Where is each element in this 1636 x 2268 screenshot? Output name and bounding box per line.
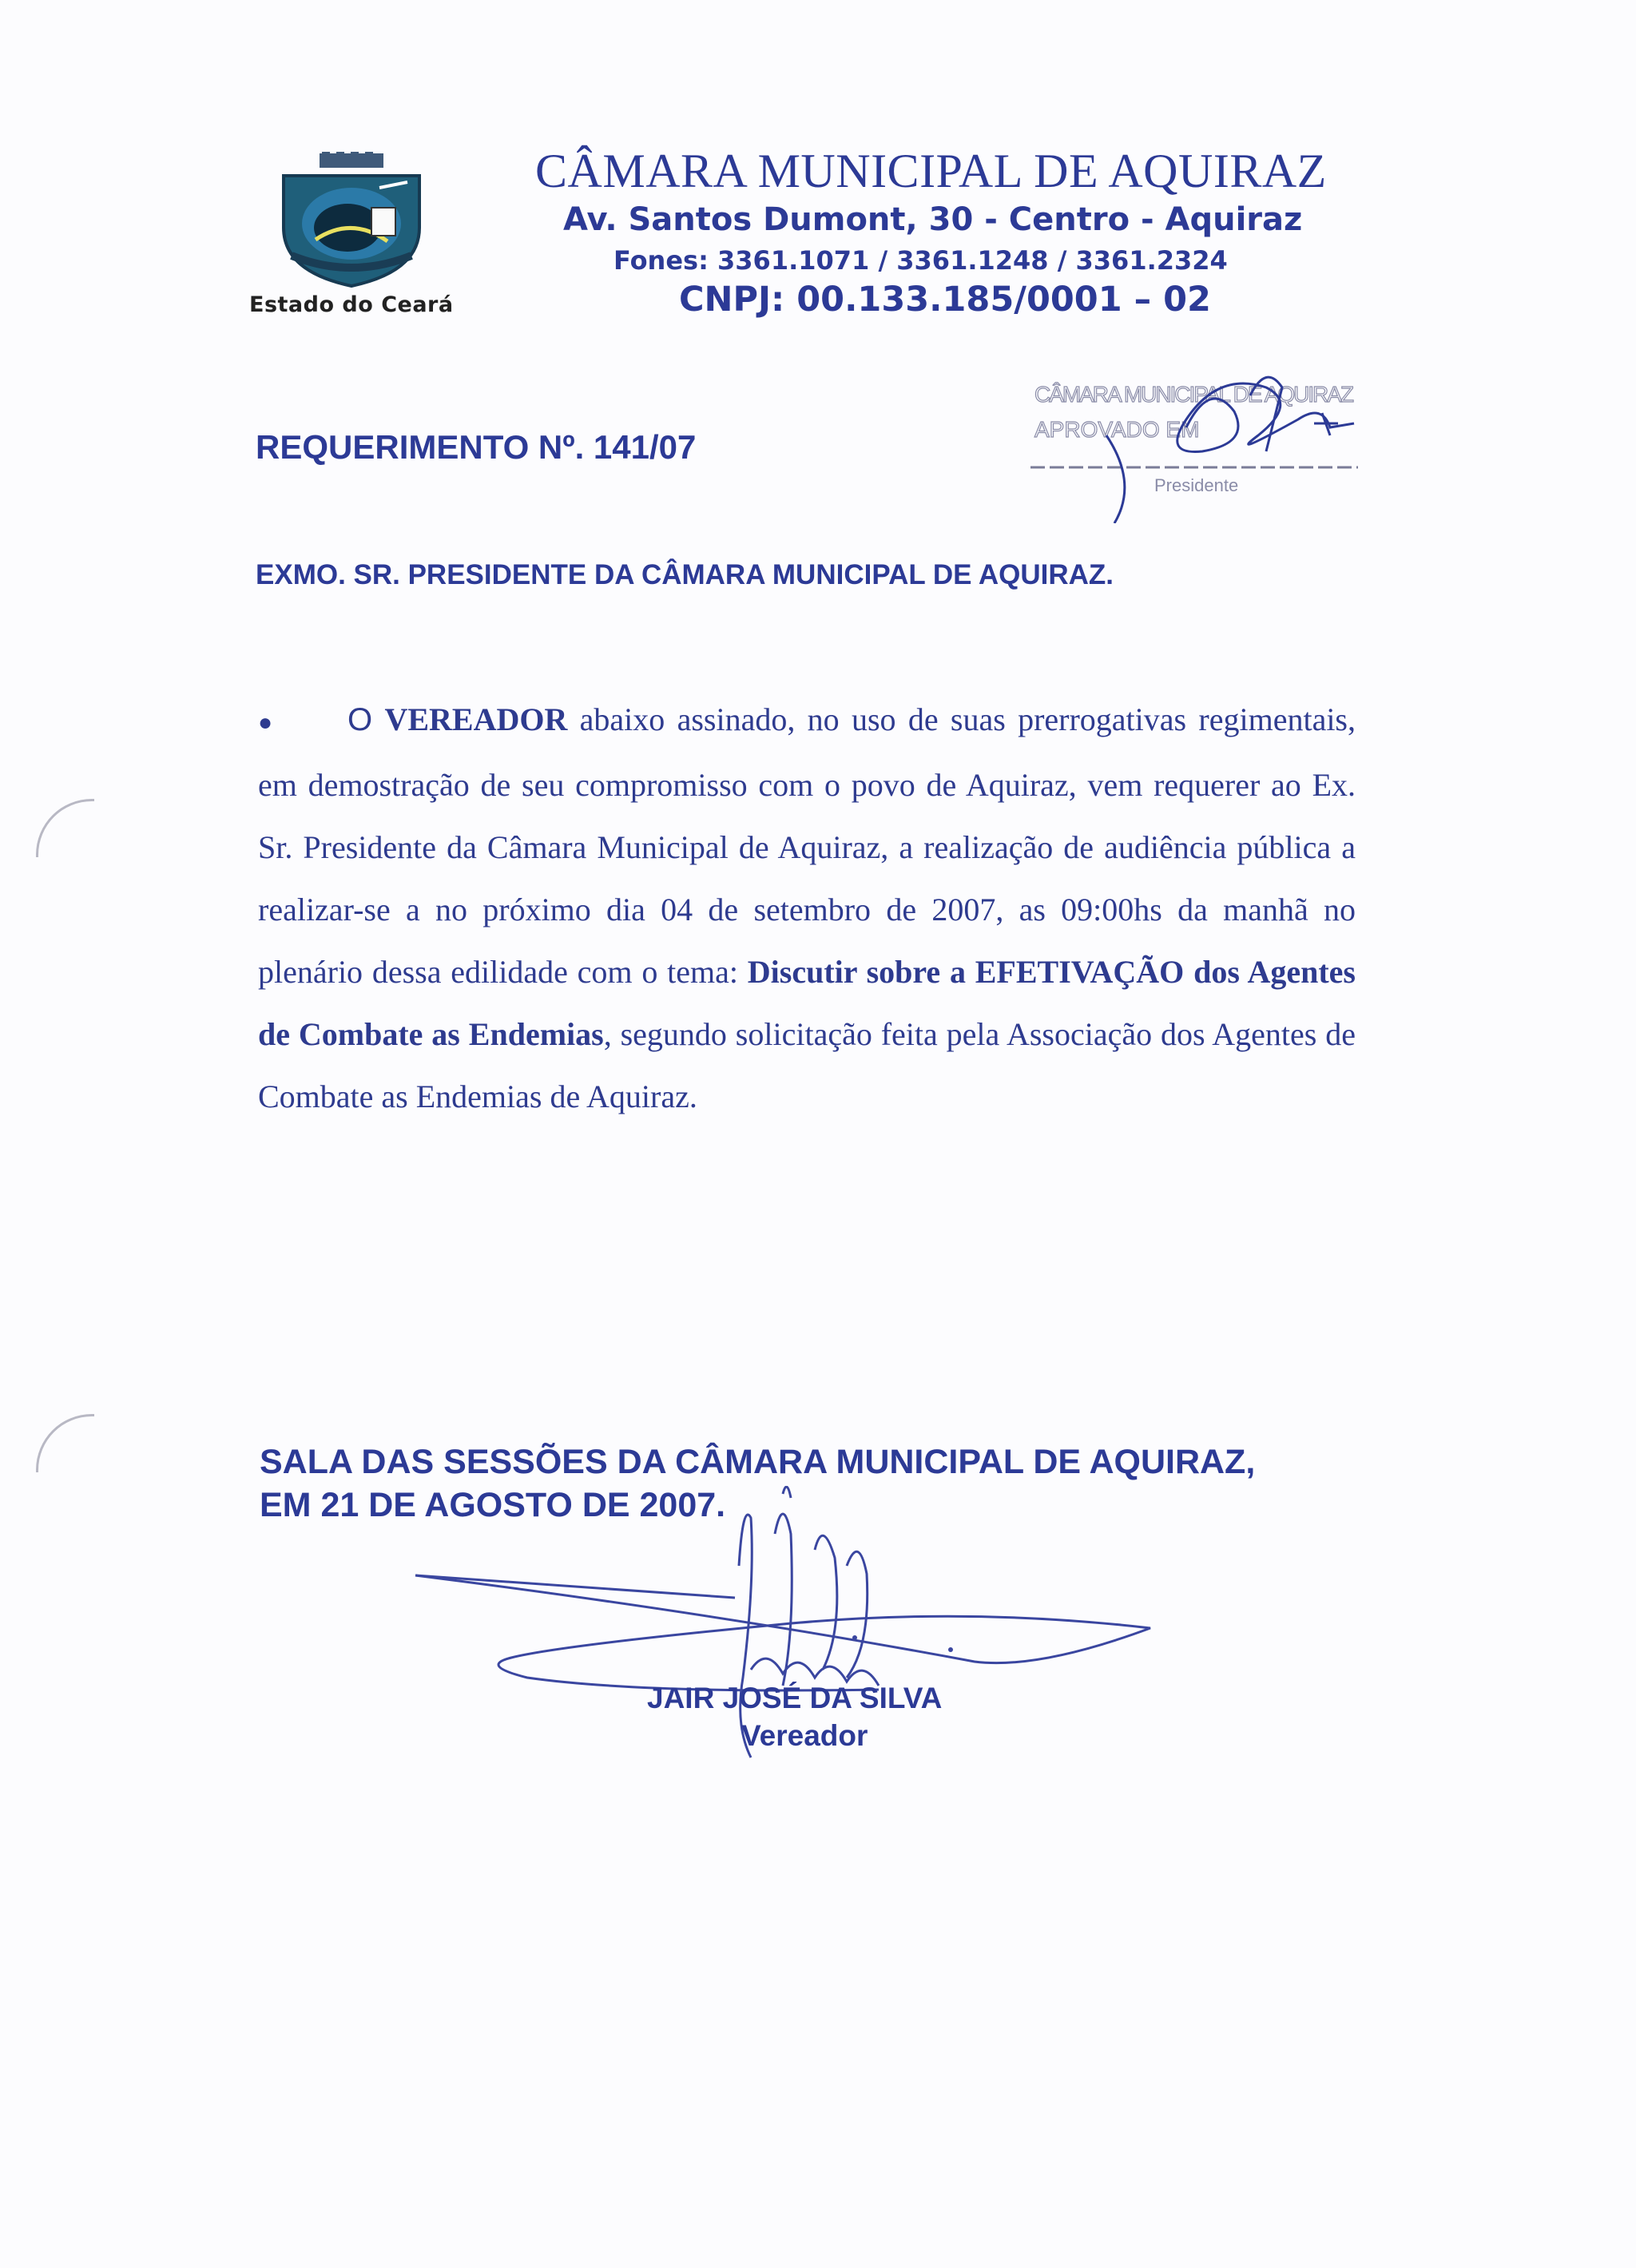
approval-stamp (1026, 363, 1362, 523)
request-body (258, 689, 1356, 1128)
body-part1: abaixo assinado, no uso de suas prerrogativas regimentais, em demostração de seu compromisso com o povo de Aquiraz, vem requerer ao Ex. Sr. Presidente da Câmara Municipal de Aquiraz, a realização de audiência pública a realizar-se a no próximo dia 04 de setembro de 2007, as 09:00hs da manhã no plenário dessa edilidade com o tema: (258, 701, 1356, 990)
punch-hole-mark (36, 799, 94, 857)
punch-hole-mark (36, 1414, 94, 1472)
institution-title: CÂMARA MUNICIPAL DE AQUIRAZ (535, 145, 1327, 197)
addressee-line: EXMO. SR. PRESIDENTE DA CÂMARA MUNICIPAL DE AQUIRAZ. (256, 559, 1114, 590)
closing-line1: SALA DAS SESSÕES DA CÂMARA MUNICIPAL DE AQUIRAZ, (260, 1443, 1256, 1481)
signer-role: Vereador (741, 1719, 868, 1752)
signer-name: JAIR JOSÉ DA SILVA (647, 1682, 943, 1714)
body-theme: Discutir sobre a EFETIVAÇÃO dos Agentes de Combate as Endemias (258, 953, 1356, 1052)
institution-phones: Fones: 3361.1071 / 3361.1248 / 3361.2324 (614, 245, 1228, 276)
closing-line2: EM 21 DE AGOSTO DE 2007. (260, 1486, 726, 1524)
stamp-line1: CÂMARA MUNICIPAL DE AQUIRAZ (1034, 382, 1354, 407)
body-part2: , segundo solicitação feita pela Associação dos Agentes de Combate as Endemias de Aquiraz. (258, 1015, 1356, 1114)
body-vereador: VEREADOR (384, 701, 568, 737)
bullet-icon: ● (258, 709, 273, 736)
body-o: O (347, 702, 373, 737)
request-number: REQUERIMENTO Nº. 141/07 (256, 428, 697, 466)
institution-cnpj: CNPJ: 00.133.185/0001 – 02 (679, 280, 1211, 320)
municipal-coat-of-arms-icon (276, 152, 427, 288)
stamp-role: Presidente (1154, 475, 1239, 495)
stamp-line2: APROVADO EM (1034, 417, 1200, 442)
institution-address: Av. Santos Dumont, 30 - Centro - Aquiraz (563, 201, 1303, 238)
state-label: Estado do Ceará (249, 292, 454, 317)
